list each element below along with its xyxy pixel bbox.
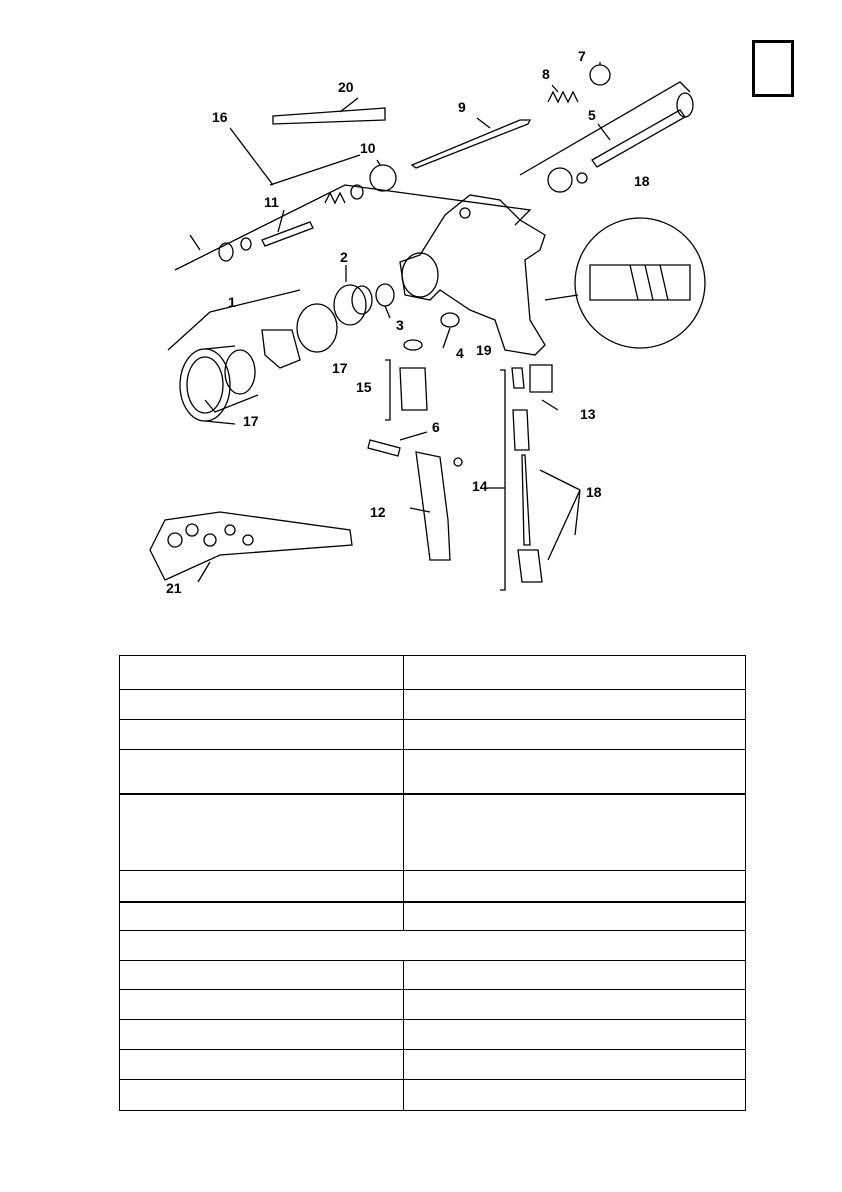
- callout-9: 9: [458, 99, 466, 115]
- table-cell: [404, 1050, 746, 1080]
- table-row: [120, 750, 746, 794]
- table-cell: [120, 871, 404, 902]
- callout-13: 13: [580, 406, 596, 422]
- table-row: [120, 794, 746, 871]
- table-cell: [120, 1020, 404, 1050]
- table-cell: [120, 990, 404, 1020]
- callout-11: 11: [264, 194, 279, 210]
- callout-12: 12: [370, 504, 386, 520]
- callout-19: 19: [476, 342, 492, 358]
- table-cell: [404, 902, 746, 931]
- table-cell: [404, 1080, 746, 1111]
- table-row: [120, 720, 746, 750]
- callout-17: 17: [332, 360, 348, 376]
- table-row: [120, 1050, 746, 1080]
- table-row: [120, 690, 746, 720]
- callout-20: 20: [338, 79, 354, 95]
- callout-15: 15: [356, 379, 372, 395]
- table-row: [120, 990, 746, 1020]
- table-cell: [404, 690, 746, 720]
- callout-4: 4: [456, 345, 464, 361]
- callout-5: 5: [588, 107, 596, 123]
- table-row: [120, 1080, 746, 1111]
- table-row: [120, 961, 746, 990]
- callout-21: 21: [166, 580, 182, 596]
- callout-18-lower: 18: [586, 484, 602, 500]
- table-cell: [120, 961, 404, 990]
- table-row: [120, 656, 746, 690]
- callout-14: 14: [472, 478, 488, 494]
- callout-1: 1: [228, 294, 236, 310]
- callout-17-lower: 17: [243, 413, 259, 429]
- table-cell: [120, 902, 404, 931]
- table-cell: [120, 690, 404, 720]
- callout-16: 16: [212, 109, 228, 125]
- callout-6: 6: [432, 419, 440, 435]
- table-cell: [120, 1050, 404, 1080]
- table-section-cell: [120, 931, 746, 961]
- table-row: [120, 902, 746, 931]
- table-cell: [120, 656, 404, 690]
- table-cell: [404, 990, 746, 1020]
- table-cell: [120, 1080, 404, 1111]
- table-row: [120, 931, 746, 961]
- table-cell: [404, 871, 746, 902]
- table-row: [120, 871, 746, 902]
- callout-18: 18: [634, 173, 650, 189]
- callout-2: 2: [340, 249, 348, 265]
- diagram-drawing: [150, 62, 705, 590]
- table-cell: [404, 1020, 746, 1050]
- table-cell: [404, 720, 746, 750]
- table-cell: [404, 794, 746, 871]
- table-cell: [404, 656, 746, 690]
- callout-7: 7: [578, 48, 586, 64]
- table-cell: [120, 720, 404, 750]
- table-cell: [404, 961, 746, 990]
- specification-table: [119, 655, 746, 1111]
- callout-8: 8: [542, 66, 550, 82]
- table-row: [120, 1020, 746, 1050]
- table-cell: [120, 750, 404, 794]
- callout-3: 3: [396, 317, 404, 333]
- table-cell: [404, 750, 746, 794]
- callout-10: 10: [360, 140, 376, 156]
- table-cell: [120, 794, 404, 871]
